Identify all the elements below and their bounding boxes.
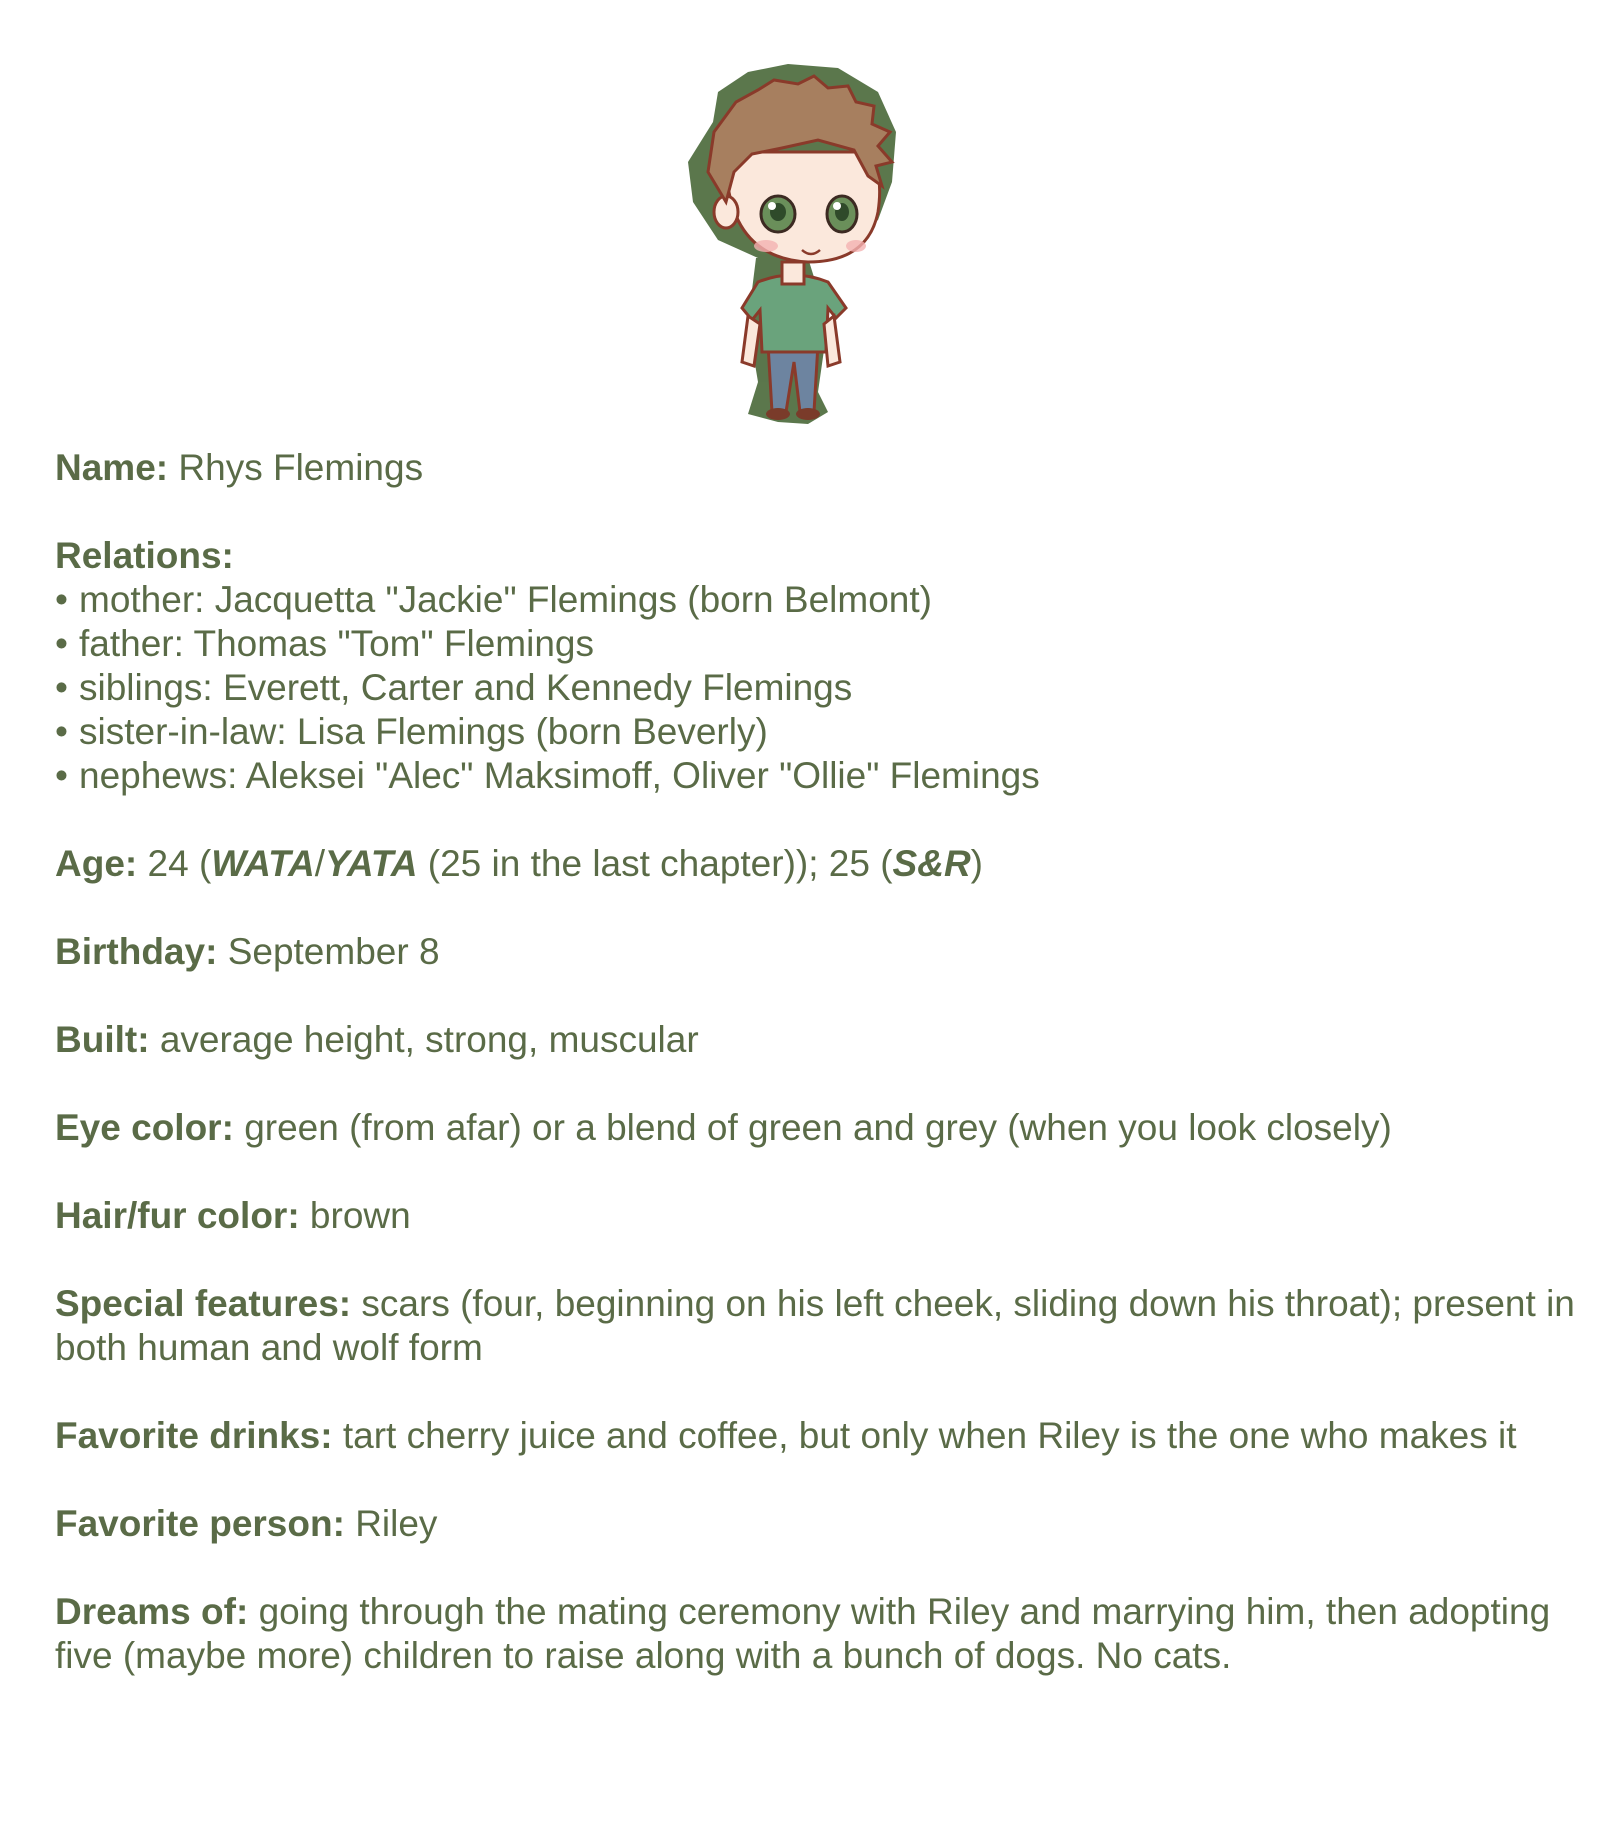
relation-text: sister-in-law: Lisa Flemings (born Beverly) <box>79 711 768 752</box>
name-row <box>55 446 1595 490</box>
avatar-neck <box>782 262 804 284</box>
relations-section <box>55 534 1595 798</box>
built-label: Built: <box>55 1019 150 1060</box>
bullet-icon: • <box>55 667 68 708</box>
avatar-right-arm <box>824 316 840 366</box>
relations-list <box>55 578 1595 798</box>
age-slash: / <box>314 843 325 884</box>
favorite-person-label: Favorite person: <box>55 1503 345 1544</box>
eye-color-row <box>55 1106 1595 1150</box>
favorite-drinks-label: Favorite drinks: <box>55 1415 333 1456</box>
dreams-of-value: going through the mating ceremony with Riley and marrying him, then adopting five (maybe more) children to raise along with a bunch of dogs. No cats. <box>55 1591 1551 1676</box>
relation-item-nephews <box>55 754 1595 798</box>
relation-text: father: Thomas "Tom" Flemings <box>79 623 594 664</box>
hair-color-row <box>55 1194 1595 1238</box>
relation-item-father <box>55 622 1595 666</box>
favorite-person-row <box>55 1502 1595 1546</box>
bullet-icon: • <box>55 579 68 620</box>
relation-item-sister-in-law <box>55 710 1595 754</box>
age-text-2: (25 in the last chapter)); 25 ( <box>417 843 893 884</box>
favorite-drinks-row <box>55 1414 1595 1458</box>
avatar-right-blush <box>846 240 866 252</box>
age-title-yata: YATA <box>325 843 418 884</box>
eye-color-label: Eye color: <box>55 1107 234 1148</box>
special-features-label: Special features: <box>55 1283 352 1324</box>
age-text-3: ) <box>970 843 983 884</box>
relation-text: mother: Jacquetta "Jackie" Flemings (born Belmont) <box>79 579 932 620</box>
built-row <box>55 1018 1595 1062</box>
dreams-of-label: Dreams of: <box>55 1591 249 1632</box>
bullet-icon: • <box>55 711 68 752</box>
age-title-sr: S&R <box>892 843 971 884</box>
avatar-left-blush <box>754 240 778 252</box>
hair-color-value: brown <box>309 1195 411 1236</box>
birthday-row <box>55 930 1595 974</box>
avatar-illustration <box>678 62 938 434</box>
hair-color-label: Hair/fur color: <box>55 1195 300 1236</box>
relation-text: nephews: Aleksei "Alec" Maksimoff, Oliver "Ollie" Flemings <box>79 755 1040 796</box>
favorite-person-value: Riley <box>355 1503 438 1544</box>
birthday-label: Birthday: <box>55 931 218 972</box>
name-label: Name: <box>55 447 169 488</box>
relations-label: Relations: <box>55 535 234 576</box>
eye-color-value: green (from afar) or a blend of green and grey (when you look closely) <box>244 1107 1392 1148</box>
age-title-wata: WATA <box>211 843 315 884</box>
age-text-1: 24 ( <box>147 843 212 884</box>
age-label: Age: <box>55 843 138 884</box>
relation-item-mother <box>55 578 1595 622</box>
age-row <box>55 842 1595 886</box>
special-features-row <box>55 1282 1595 1370</box>
birthday-value: September 8 <box>227 931 440 972</box>
dreams-of-row <box>55 1590 1595 1678</box>
character-profile <box>55 446 1595 1722</box>
bullet-icon: • <box>55 755 68 796</box>
chibi-character-avatar <box>678 62 938 434</box>
avatar-right-shoe <box>796 408 820 420</box>
bullet-icon: • <box>55 623 68 664</box>
relation-item-siblings <box>55 666 1595 710</box>
name-value: Rhys Flemings <box>178 447 424 488</box>
special-features-value: scars (four, beginning on his left cheek, sliding down his throat); present in both human and wolf form <box>55 1283 1575 1368</box>
relation-text: siblings: Everett, Carter and Kennedy Flemings <box>79 667 853 708</box>
avatar-left-shoe <box>766 408 790 420</box>
built-value: average height, strong, muscular <box>159 1019 699 1060</box>
favorite-drinks-value: tart cherry juice and coffee, but only when Riley is the one who makes it <box>342 1415 1517 1456</box>
